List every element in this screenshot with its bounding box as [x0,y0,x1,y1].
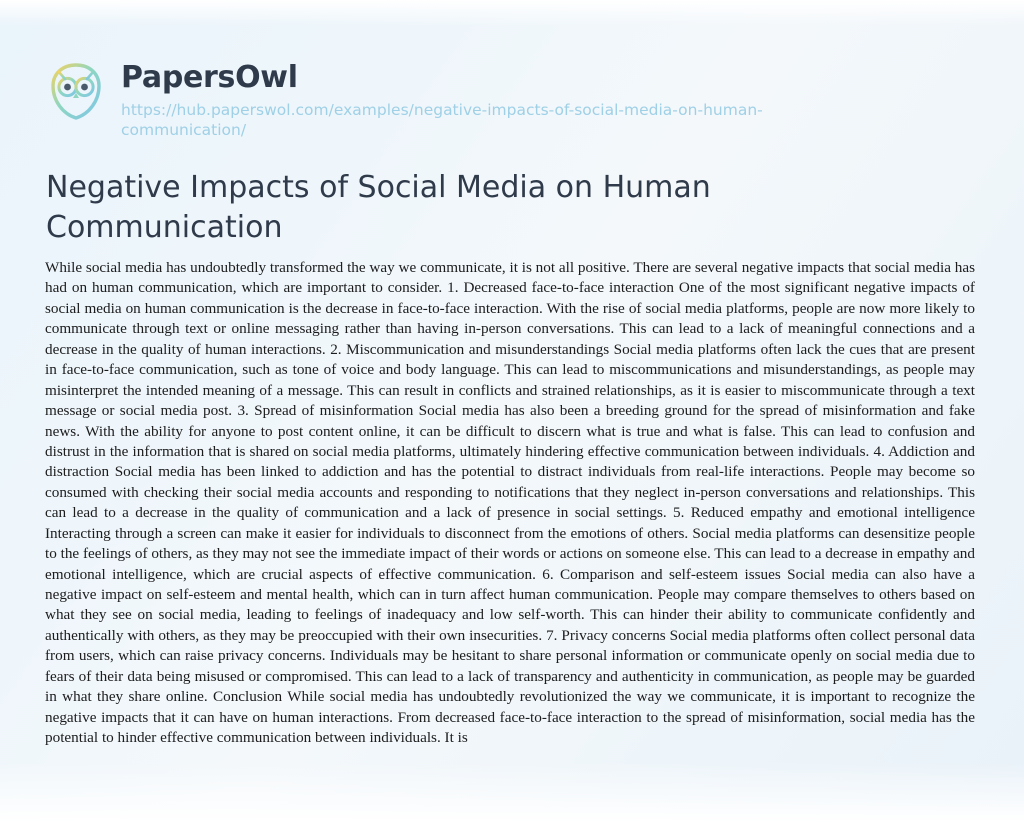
brand-name: PapersOwl [121,60,298,95]
brand-block [121,58,821,140]
site-header [45,58,821,140]
source-url[interactable]: https://hub.paperswol.com/examples/negative-impacts-of-social-media-on-human-communication/ [121,100,763,139]
page-title: Negative Impacts of Social Media on Human Communication [46,170,711,245]
document-body-text: While social media has undoubtedly transformed the way we communicate, it is not all positive. There are several negative impacts that social media has had on human communication, which are important to consider. 1. Decreased face-to-face interaction One of the most significant negative impacts of social media on human communication is the decrease in face-to-face interaction. With the rise of social media platforms, people are now more likely to communicate through text or online messaging rather than having in-person conversations. This can lead to a lack of meaningful connections and a decrease in the quality of human interactions. 2. Miscommunication and misunderstandings Social media platforms often lack the cues that are present in face-to-face communication, such as tone of voice and body language. This can lead to miscommunications and misunderstandings, as people may misinterpret the intended meaning of a message. This can result in conflicts and strained relationships, as it is easier to miscommunicate through a text message or social media post. 3. Spread of misinformation Social media has also been a breeding ground for the spread of misinformation and fake news. With the ability for anyone to post content online, it can be difficult to discern what is true and what is false. This can lead to confusion and distrust in the information that is shared on social media platforms, ultimately hindering effective communication between individuals. 4. Addiction and distraction Social media has been linked to addiction and has the potential to distract individuals from real-life interactions. People may become so consumed with checking their social media accounts and responding to notifications that they neglect in-person conversations and relationships. This can lead to a decrease in the quality of communication and a lack of presence in social settings. 5. Reduced empathy and emotional intelligence Interacting through a screen can make it easier for individuals to disconnect from the emotions of others. Social media platforms can desensitize people to the feelings of others, as they may not see the immediate impact of their words or actions on someone else. This can lead to a decrease in empathy and emotional intelligence, which are crucial aspects of effective communication. 6. Comparison and self-esteem issues Social media can also have a negative impact on self-esteem and mental health, which can in turn affect human communication. People may compare themselves to others based on what they see on social media, leading to feelings of inadequacy and low self-worth. This can hinder their ability to communicate confidently and authentically with others, as they may be preoccupied with their own insecurities. 7. Privacy concerns Social media platforms often collect personal data from users, which can raise privacy concerns. Individuals may be hesitant to share personal information or communicate openly on social media due to fears of their data being misused or compromised. This can lead to a lack of transparency and authenticity in communication, as people may be guarded in what they share online. Conclusion While social media has undoubtedly revolutionized the way we communicate, it is important to recognize the negative impacts that it can have on human interactions. From decreased face-to-face interaction to the spread of misinformation, social media has the potential to hinder effective communication between individuals. It is [45,259,975,747]
owl-logo-icon [45,60,107,122]
